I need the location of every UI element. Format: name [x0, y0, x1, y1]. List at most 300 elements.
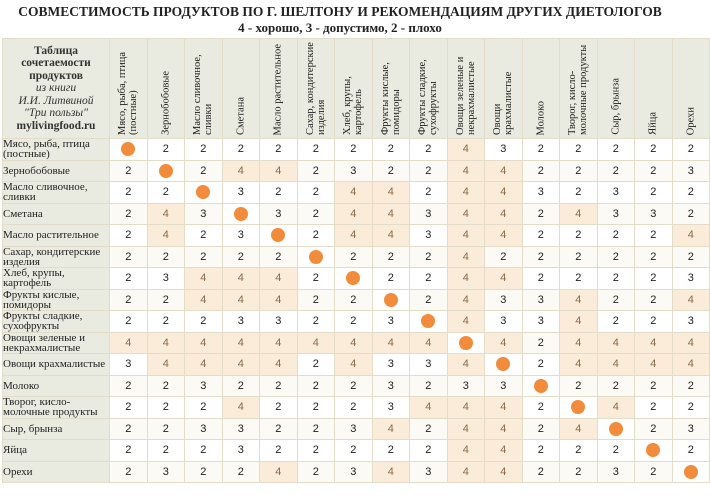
column-header	[222, 39, 260, 139]
table-cell: 4	[410, 332, 448, 354]
self-marker-cell	[260, 225, 298, 247]
table-cell: 3	[372, 311, 410, 333]
self-dot-icon	[571, 400, 585, 414]
table-cell: 4	[222, 354, 260, 376]
table-cell: 3	[260, 203, 298, 225]
table-cell: 4	[597, 332, 635, 354]
table-row	[3, 139, 710, 161]
row-header: Сыр, брынза	[3, 418, 110, 440]
table-cell: 4	[560, 354, 598, 376]
self-dot-icon	[159, 164, 173, 178]
table-cell: 4	[597, 354, 635, 376]
table-cell: 4	[297, 332, 335, 354]
table-cell: 3	[372, 375, 410, 397]
table-cell: 2	[110, 397, 148, 419]
table-cell: 2	[185, 440, 223, 462]
row-header: Хлеб, крупы, картофель	[3, 268, 110, 290]
table-cell: 2	[522, 160, 560, 182]
column-header-label: Сметана	[235, 97, 247, 135]
table-cell: 4	[672, 354, 710, 376]
self-marker-cell	[335, 268, 373, 290]
table-cell: 2	[297, 289, 335, 311]
table-cell: 2	[672, 375, 710, 397]
column-header-label: Фрукты кислые, помидоры	[379, 62, 402, 135]
column-header-label: Масло растительное	[272, 43, 284, 135]
table-cell: 2	[410, 182, 448, 204]
table-cell: 4	[597, 397, 635, 419]
table-cell: 2	[297, 397, 335, 419]
table-cell: 3	[522, 182, 560, 204]
table-cell: 4	[485, 418, 523, 440]
table-row	[3, 332, 710, 354]
table-cell: 3	[222, 225, 260, 247]
table-row	[3, 375, 710, 397]
table-cell: 3	[110, 354, 148, 376]
self-marker-cell	[522, 375, 560, 397]
table-cell: 2	[672, 203, 710, 225]
self-dot-icon	[196, 185, 210, 199]
table-cell: 2	[185, 397, 223, 419]
table-cell: 2	[372, 160, 410, 182]
table-cell: 4	[110, 332, 148, 354]
table-cell: 2	[260, 397, 298, 419]
table-cell: 2	[560, 268, 598, 290]
table-cell: 4	[260, 160, 298, 182]
table-cell: 2	[260, 139, 298, 161]
table-cell: 2	[297, 139, 335, 161]
self-dot-icon	[609, 422, 623, 436]
table-row	[3, 246, 710, 268]
table-cell: 2	[597, 139, 635, 161]
self-marker-cell	[597, 418, 635, 440]
table-row	[3, 268, 710, 290]
table-cell: 3	[485, 375, 523, 397]
table-cell: 2	[635, 375, 673, 397]
table-cell: 3	[597, 182, 635, 204]
table-cell: 2	[260, 440, 298, 462]
column-header-label: Сыр, брынза	[610, 78, 622, 135]
table-cell: 4	[260, 289, 298, 311]
row-header: Орехи	[3, 461, 110, 483]
table-cell: 4	[485, 440, 523, 462]
table-cell: 2	[335, 311, 373, 333]
table-cell: 2	[110, 375, 148, 397]
table-cell: 2	[635, 268, 673, 290]
table-cell: 2	[522, 332, 560, 354]
row-header: Фрукты сладкие, сухофрукты	[3, 311, 110, 333]
table-cell: 4	[222, 289, 260, 311]
table-cell: 2	[635, 397, 673, 419]
table-cell: 2	[672, 182, 710, 204]
table-cell: 2	[635, 160, 673, 182]
table-cell: 2	[185, 311, 223, 333]
self-marker-cell	[635, 440, 673, 462]
self-dot-icon	[534, 379, 548, 393]
table-cell: 3	[185, 375, 223, 397]
compatibility-table	[2, 38, 710, 483]
column-header-label: Овощи зеленые и некрахмалистые	[454, 56, 477, 135]
table-cell: 2	[297, 440, 335, 462]
table-cell: 3	[222, 440, 260, 462]
table-cell: 4	[372, 332, 410, 354]
table-cell: 2	[335, 289, 373, 311]
row-header: Фрукты кислые, помидоры	[3, 289, 110, 311]
column-header	[485, 39, 523, 139]
column-header	[297, 39, 335, 139]
table-cell: 4	[260, 332, 298, 354]
table-cell: 2	[335, 139, 373, 161]
table-cell: 2	[410, 440, 448, 462]
table-row	[3, 418, 710, 440]
column-header	[260, 39, 298, 139]
self-marker-cell	[672, 461, 710, 483]
table-cell: 4	[560, 203, 598, 225]
table-cell: 3	[672, 160, 710, 182]
table-cell: 4	[447, 268, 485, 290]
table-cell: 3	[485, 139, 523, 161]
row-header: Сахар, кондитерские изделия	[3, 246, 110, 268]
table-cell: 3	[447, 375, 485, 397]
table-cell: 2	[335, 440, 373, 462]
table-cell: 2	[185, 225, 223, 247]
table-cell: 2	[597, 225, 635, 247]
table-cell: 4	[260, 461, 298, 483]
table-cell: 2	[147, 418, 185, 440]
table-cell: 2	[522, 225, 560, 247]
table-cell: 2	[222, 461, 260, 483]
table-cell: 2	[410, 160, 448, 182]
table-cell: 4	[185, 354, 223, 376]
table-cell: 3	[635, 203, 673, 225]
column-header	[522, 39, 560, 139]
column-header	[560, 39, 598, 139]
table-cell: 2	[522, 246, 560, 268]
table-cell: 2	[560, 246, 598, 268]
table-cell: 2	[297, 311, 335, 333]
self-marker-cell	[147, 160, 185, 182]
self-marker-cell	[297, 246, 335, 268]
table-cell: 2	[672, 397, 710, 419]
table-cell: 4	[485, 160, 523, 182]
row-header: Молоко	[3, 375, 110, 397]
table-cell: 4	[185, 289, 223, 311]
table-cell: 2	[635, 139, 673, 161]
table-cell: 2	[147, 440, 185, 462]
table-cell: 4	[372, 182, 410, 204]
table-cell: 3	[522, 311, 560, 333]
table-row	[3, 354, 710, 376]
table-cell: 2	[597, 268, 635, 290]
table-cell: 2	[560, 461, 598, 483]
table-cell: 3	[260, 311, 298, 333]
self-marker-cell	[222, 203, 260, 225]
table-cell: 2	[110, 160, 148, 182]
table-cell: 4	[147, 225, 185, 247]
table-cell: 2	[147, 182, 185, 204]
table-cell: 4	[447, 246, 485, 268]
table-cell: 3	[185, 203, 223, 225]
table-cell: 4	[447, 160, 485, 182]
table-row	[3, 311, 710, 333]
table-cell: 2	[110, 225, 148, 247]
table-cell: 4	[260, 268, 298, 290]
table-cell: 4	[560, 311, 598, 333]
table-cell: 2	[635, 225, 673, 247]
table-cell: 3	[410, 225, 448, 247]
table-cell: 4	[560, 332, 598, 354]
self-dot-icon	[384, 293, 398, 307]
table-cell: 2	[597, 311, 635, 333]
table-cell: 2	[110, 461, 148, 483]
table-cell: 2	[110, 418, 148, 440]
table-cell: 3	[335, 160, 373, 182]
table-cell: 4	[485, 225, 523, 247]
column-header	[410, 39, 448, 139]
table-cell: 3	[597, 461, 635, 483]
table-cell: 2	[297, 182, 335, 204]
table-cell: 4	[410, 397, 448, 419]
table-cell: 4	[672, 225, 710, 247]
column-header-label: Фрукты сладкие, сухофрукты	[417, 59, 440, 135]
table-cell: 2	[560, 375, 598, 397]
table-cell: 2	[635, 311, 673, 333]
table-cell: 4	[485, 203, 523, 225]
table-cell: 2	[635, 246, 673, 268]
table-cell: 4	[635, 332, 673, 354]
table-cell: 4	[335, 203, 373, 225]
table-row	[3, 461, 710, 483]
table-cell: 2	[522, 268, 560, 290]
table-cell: 2	[110, 311, 148, 333]
column-header-label: Овощи крахмалистые	[492, 71, 515, 135]
table-cell: 2	[147, 246, 185, 268]
table-cell: 3	[222, 418, 260, 440]
table-cell: 2	[410, 289, 448, 311]
self-dot-icon	[421, 314, 435, 328]
table-cell: 4	[560, 418, 598, 440]
table-cell: 2	[297, 418, 335, 440]
table-cell: 4	[372, 418, 410, 440]
corner-book: "Три пользы"	[24, 107, 88, 120]
table-cell: 2	[297, 160, 335, 182]
self-dot-icon	[234, 207, 248, 221]
table-cell: 4	[372, 225, 410, 247]
table-cell: 4	[635, 354, 673, 376]
table-cell: 4	[335, 225, 373, 247]
table-cell: 4	[185, 268, 223, 290]
column-header	[372, 39, 410, 139]
table-cell: 3	[410, 461, 448, 483]
table-cell: 2	[522, 354, 560, 376]
column-header	[597, 39, 635, 139]
table-cell: 3	[672, 418, 710, 440]
table-cell: 2	[560, 160, 598, 182]
table-cell: 4	[447, 461, 485, 483]
table-cell: 2	[560, 182, 598, 204]
table-cell: 2	[185, 246, 223, 268]
table-cell: 2	[222, 139, 260, 161]
table-cell: 2	[335, 375, 373, 397]
table-cell: 4	[485, 182, 523, 204]
row-header: Масло растительное	[3, 225, 110, 247]
table-cell: 3	[372, 354, 410, 376]
self-dot-icon	[121, 142, 135, 156]
table-cell: 4	[447, 289, 485, 311]
self-marker-cell	[485, 354, 523, 376]
table-cell: 2	[597, 246, 635, 268]
table-cell: 4	[560, 289, 598, 311]
table-cell: 4	[447, 139, 485, 161]
table-cell: 4	[335, 332, 373, 354]
table-cell: 4	[222, 268, 260, 290]
column-header-label: Яйца	[647, 112, 659, 135]
column-header-label: Молоко	[535, 100, 547, 135]
column-header	[635, 39, 673, 139]
table-cell: 2	[185, 139, 223, 161]
table-cell: 4	[485, 268, 523, 290]
table-cell: 4	[447, 397, 485, 419]
table-cell: 3	[410, 354, 448, 376]
self-dot-icon	[271, 228, 285, 242]
table-cell: 2	[372, 139, 410, 161]
column-header	[335, 39, 373, 139]
table-cell: 2	[260, 418, 298, 440]
table-cell: 3	[672, 268, 710, 290]
table-cell: 4	[222, 160, 260, 182]
table-cell: 2	[597, 440, 635, 462]
row-header: Сметана	[3, 203, 110, 225]
table-cell: 2	[260, 375, 298, 397]
table-cell: 2	[185, 461, 223, 483]
table-cell: 4	[147, 203, 185, 225]
self-marker-cell	[560, 397, 598, 419]
table-cell: 3	[410, 203, 448, 225]
table-cell: 3	[185, 418, 223, 440]
table-cell: 2	[635, 461, 673, 483]
table-cell: 3	[485, 289, 523, 311]
table-cell: 4	[447, 440, 485, 462]
table-cell: 4	[485, 397, 523, 419]
table-cell: 2	[410, 375, 448, 397]
table-row	[3, 203, 710, 225]
row-header: Яйца	[3, 440, 110, 462]
table-cell: 2	[297, 203, 335, 225]
table-cell: 4	[147, 354, 185, 376]
table-cell: 2	[372, 246, 410, 268]
corner-author: И.И. Литвиной	[18, 94, 94, 107]
table-cell: 4	[447, 225, 485, 247]
self-dot-icon	[309, 250, 323, 264]
column-header-label: Зернобобовые	[160, 71, 172, 135]
table-cell: 4	[147, 332, 185, 354]
table-cell: 4	[260, 354, 298, 376]
table-cell: 2	[147, 139, 185, 161]
table-cell: 2	[110, 440, 148, 462]
table-cell: 2	[147, 311, 185, 333]
table-cell: 2	[560, 139, 598, 161]
table-cell: 3	[147, 268, 185, 290]
table-cell: 2	[522, 203, 560, 225]
self-marker-cell	[185, 182, 223, 204]
self-marker-cell	[372, 289, 410, 311]
table-row	[3, 289, 710, 311]
self-dot-icon	[459, 336, 473, 350]
table-cell: 2	[335, 246, 373, 268]
table-cell: 2	[522, 440, 560, 462]
table-row	[3, 225, 710, 247]
table-cell: 2	[297, 225, 335, 247]
column-header-row	[3, 39, 710, 139]
self-marker-cell	[110, 139, 148, 161]
table-row	[3, 440, 710, 462]
row-header: Овощи крахмалистые	[3, 354, 110, 376]
corner-source-prefix: из книги	[35, 82, 77, 95]
column-header-label: Орехи	[685, 106, 697, 135]
table-cell: 2	[185, 160, 223, 182]
table-cell: 2	[635, 182, 673, 204]
table-body	[3, 139, 710, 483]
table-cell: 2	[522, 397, 560, 419]
table-cell: 2	[110, 289, 148, 311]
column-header	[672, 39, 710, 139]
table-cell: 4	[485, 332, 523, 354]
table-cell: 2	[372, 268, 410, 290]
table-cell: 2	[222, 375, 260, 397]
table-cell: 4	[447, 203, 485, 225]
table-cell: 4	[222, 332, 260, 354]
table-cell: 4	[222, 397, 260, 419]
self-dot-icon	[684, 465, 698, 479]
table-cell: 2	[297, 354, 335, 376]
self-marker-cell	[410, 311, 448, 333]
table-cell: 2	[110, 246, 148, 268]
table-cell: 2	[560, 225, 598, 247]
corner-source	[3, 82, 109, 95]
table-cell: 2	[147, 397, 185, 419]
table-cell: 2	[110, 182, 148, 204]
table-cell: 3	[335, 418, 373, 440]
table-cell: 3	[522, 289, 560, 311]
row-header: Зернобобовые	[3, 160, 110, 182]
table-cell: 2	[522, 139, 560, 161]
corner-heading: Таблица сочетаемости продуктов	[21, 44, 91, 82]
table-cell: 4	[335, 354, 373, 376]
self-dot-icon	[496, 357, 510, 371]
row-header: Овощи зеленые и некрахмалистые	[3, 332, 110, 354]
table-cell: 3	[597, 203, 635, 225]
self-marker-cell	[447, 332, 485, 354]
table-cell: 2	[597, 289, 635, 311]
row-header: Масло сливочное, сливки	[3, 182, 110, 204]
column-header-label: Хлеб, крупы, картофель	[342, 76, 365, 135]
table-cell: 2	[410, 418, 448, 440]
table-cell: 2	[110, 268, 148, 290]
table-cell: 2	[372, 440, 410, 462]
table-cell: 2	[335, 397, 373, 419]
table-cell: 2	[672, 246, 710, 268]
table-cell: 4	[672, 289, 710, 311]
table-cell: 2	[597, 375, 635, 397]
row-header: Творог, кисло-молочные продукты	[3, 397, 110, 419]
table-cell: 4	[372, 203, 410, 225]
table-cell: 4	[185, 332, 223, 354]
table-cell: 2	[297, 268, 335, 290]
table-cell: 3	[372, 397, 410, 419]
table-cell: 3	[222, 311, 260, 333]
corner-site: mylivingfood.ru	[16, 119, 96, 132]
row-header: Мясо, рыба, птица (постные)	[3, 139, 110, 161]
table-cell: 2	[635, 418, 673, 440]
